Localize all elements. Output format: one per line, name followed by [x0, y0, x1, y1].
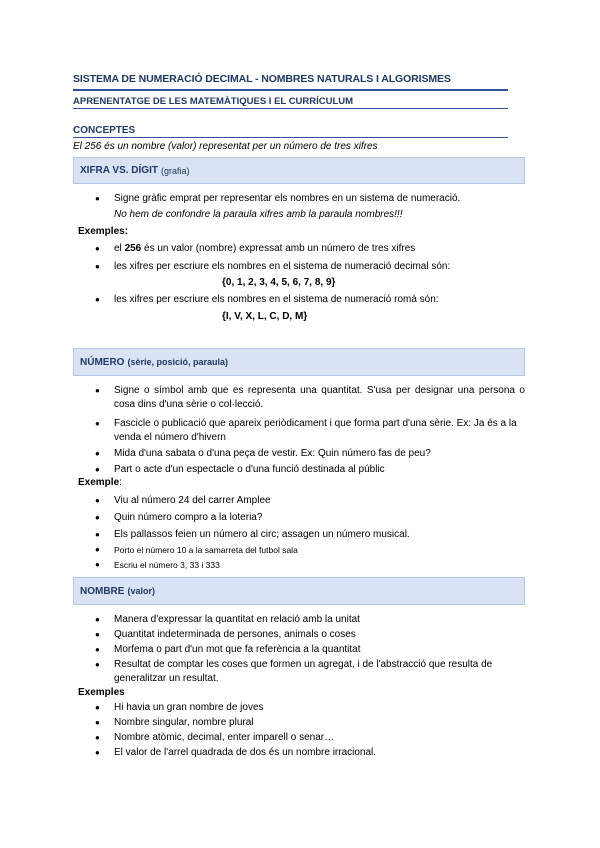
bullet-icon: ●	[95, 530, 100, 539]
list-item: ● Escriu el número 3, 33 i 333	[95, 560, 220, 570]
examples-label: Exemple:	[78, 477, 122, 488]
section-header-xifra	[73, 157, 525, 184]
concepts-rule	[73, 137, 508, 138]
list-item: ● Signe o símbol amb que es representa una quantitat. S'usa per designar una persona o cosa dins d'una sèrie o col·lecció.	[95, 385, 525, 410]
document-title: SISTEMA DE NUMERACIÓ DECIMAL - NOMBRES NATURALS I ALGORISMES	[73, 73, 451, 85]
list-item: ● Mida d'una sabata o d'una peça de vestir. Ex: Quin número fas de peu?	[95, 448, 431, 459]
list-item: ● Manera d'expressar la quantitat en relació amb la unitat	[95, 614, 360, 625]
examples-label: Exemples:	[78, 226, 129, 237]
section-header-nombre	[73, 577, 525, 605]
list-item: ● Morfema o part d'un mot que fa referència a la quantitat	[95, 644, 361, 655]
bullet-icon: ●	[95, 660, 100, 669]
bullet-icon: ●	[95, 703, 100, 712]
subtitle-rule	[73, 108, 508, 109]
list-item: ● les xifres per escriure els nombres en el sistema de numeració romà són:	[95, 294, 439, 305]
bullet-icon: ●	[95, 513, 100, 522]
list-item: ● Nombre singular, nombre plural	[95, 717, 254, 728]
document-subtitle: APRENENTATGE DE LES MATEMÀTIQUES I EL CURRÍCULUM	[73, 96, 354, 107]
bullet-icon: ●	[95, 748, 100, 757]
list-item: ● El valor de l'arrel quadrada de dos és un nombre irracional.	[95, 747, 377, 758]
list-item: ● Nombre atòmic, decimal, enter imparell o senar…	[95, 732, 335, 743]
bullet-icon: ●	[95, 545, 100, 554]
bullet-icon: ●	[95, 386, 100, 395]
list-item: ● Signe gràfic emprat per representar els nombres en un sistema de numeració.	[95, 193, 461, 204]
list-item: ● Quantitat indeterminada de persones, animals o coses	[95, 629, 356, 640]
section-header-numero	[73, 348, 525, 376]
bullet-icon: ●	[95, 630, 100, 639]
bullet-icon: ●	[95, 615, 100, 624]
section-title: XIFRA VS. DÍGIT	[80, 165, 158, 176]
examples-label: Exemples	[78, 687, 125, 698]
bullet-icon: ●	[95, 645, 100, 654]
list-item: ● Resultat de comptar les coses que formen un agregat, i de l'abstracció que resulta de generalitzar un resultat.	[95, 659, 493, 684]
concepts-heading: CONCEPTES	[73, 125, 136, 136]
bullet-icon: ●	[95, 295, 100, 304]
roman-digit-set: {I, V, X, L, C, D, M}	[222, 311, 308, 322]
list-item: ● Porto el número 10 a la samarreta del futbol sala	[95, 545, 298, 555]
bullet-icon: ●	[95, 465, 100, 474]
decimal-digit-set: {0, 1, 2, 3, 4, 5, 6, 7, 8, 9}	[222, 277, 336, 288]
list-item: ● Els pallassos feien un número al circ; assagen un número musical.	[95, 529, 410, 540]
list-item: ● Quin número compro a la loteria?	[95, 512, 263, 523]
bullet-icon: ●	[95, 262, 100, 271]
section-title: NOMBRE	[80, 585, 125, 597]
concepts-intro: El 256 és un nombre (valor) representat per un número de tres xifres	[73, 141, 378, 152]
bullet-icon: ●	[95, 419, 100, 428]
list-item: ● el 256 és un valor (nombre) expressat amb un número de tres xifres	[95, 243, 416, 254]
bullet-icon: ●	[95, 733, 100, 742]
title-rule	[73, 89, 508, 91]
list-item: ● Hi havia un gran nombre de joves	[95, 702, 264, 713]
note-line: No hem de confondre la paraula xifres amb la paraula nombres!!!	[114, 209, 403, 220]
bullet-icon: ●	[95, 244, 100, 253]
bullet-icon: ●	[95, 449, 100, 458]
bullet-icon: ●	[95, 194, 100, 203]
section-subtitle: (sèrie, posició, paraula)	[127, 357, 228, 367]
bullet-icon: ●	[95, 560, 100, 569]
section-subtitle: (valor)	[127, 586, 155, 596]
list-item: ● Viu al número 24 del carrer Amplee	[95, 495, 271, 506]
bullet-icon: ●	[95, 496, 100, 505]
list-item: ● Fascicle o publicació que apareix periòdicament i que forma part d'una sèrie. Ex: Ja és a la venda el número d'hivern	[95, 418, 517, 443]
section-subtitle: (grafia)	[160, 165, 190, 176]
list-item: ● Part o acte d'un espectacle o d'una funció destinada al públic	[95, 464, 385, 475]
section-title: NÚMERO	[80, 356, 125, 368]
bullet-icon: ●	[95, 718, 100, 727]
list-item: ● les xifres per escriure els nombres en el sistema de numeració decimal són:	[95, 261, 451, 272]
